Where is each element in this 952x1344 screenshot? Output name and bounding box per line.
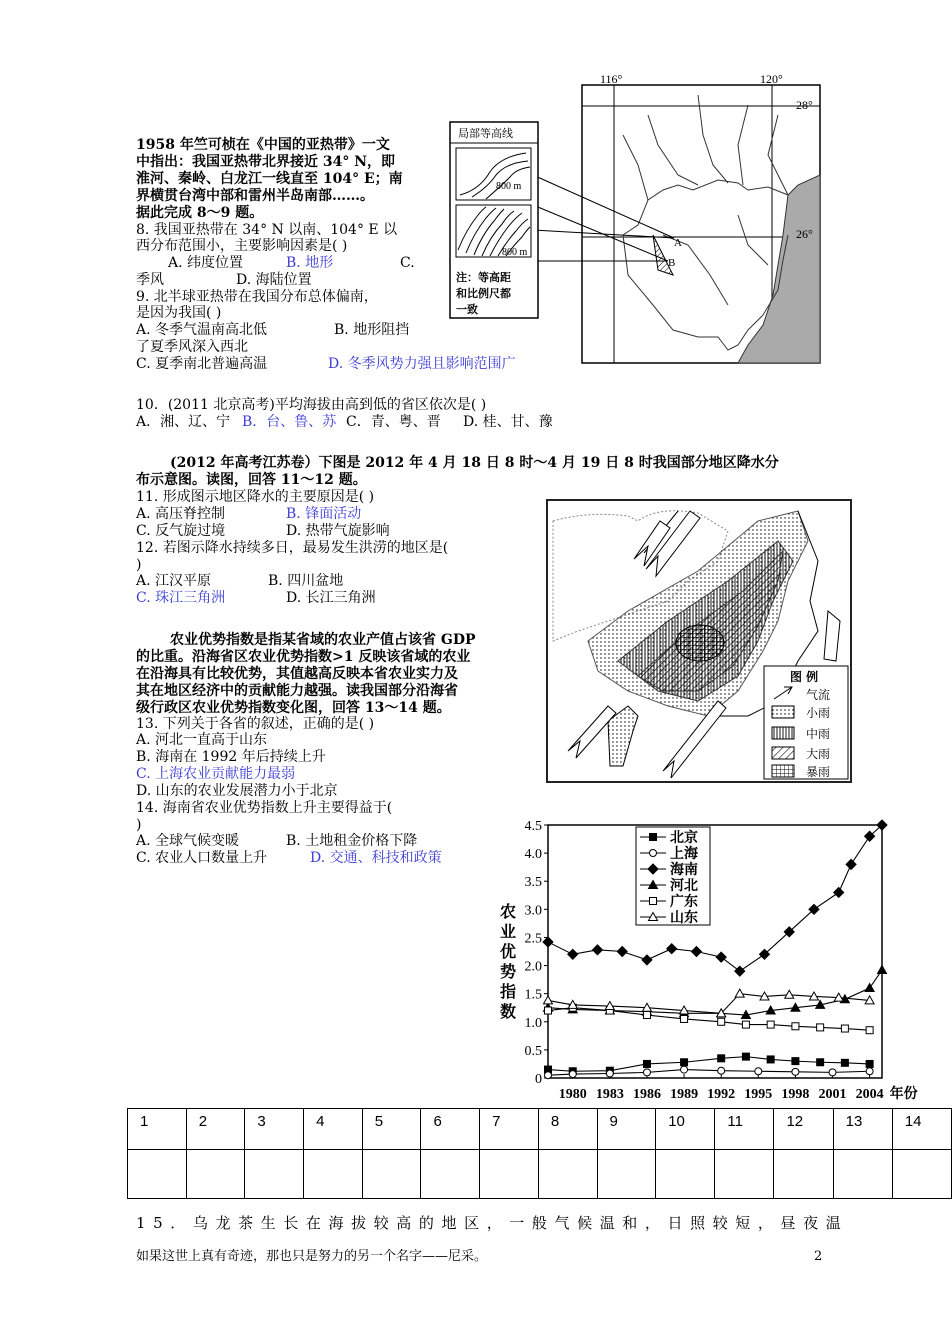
- intro3-line: 农业优势指数是指某省域的农业产值占该省 GDP: [170, 632, 476, 648]
- y-tick-label: 2.5: [524, 931, 542, 947]
- data-point-广东: [643, 1012, 650, 1019]
- q8-option-c: C.: [400, 255, 415, 271]
- map-precipitation-svg: [548, 501, 850, 781]
- intro1-line: 中指出：我国亚热带北界接近 34° N，即: [136, 154, 396, 170]
- data-point-广东: [718, 1018, 725, 1025]
- data-point-北京: [866, 1060, 873, 1067]
- answer-table-input-row: [128, 1150, 952, 1199]
- map-subtropics: [448, 72, 828, 375]
- answer-number: 14: [892, 1109, 951, 1150]
- intro1-line: 界横贯台湾中部和雷州半岛南部……。: [136, 188, 374, 204]
- data-point-海南: [691, 947, 701, 957]
- q12-option-a: A. 江汉平原: [136, 573, 212, 589]
- map2-legend-label: 暴雨: [806, 765, 831, 779]
- data-point-海南: [642, 955, 652, 965]
- y-tick-label: 2.0: [524, 959, 542, 975]
- intro3-line: 级行政区农业优势指数变化图，回答 13～14 题。: [136, 700, 451, 716]
- y-axis-label-char: 优: [499, 942, 517, 961]
- data-point-海南: [834, 887, 844, 897]
- q9-option-a: A. 冬季气温南高北低: [136, 322, 268, 338]
- data-point-北京: [742, 1053, 749, 1060]
- map1-lat-top: 28°: [796, 98, 813, 112]
- y-tick-label: 1.5: [524, 987, 542, 1003]
- q11-option-a: A. 高压脊控制: [136, 506, 226, 522]
- map1-contour-label-1: 800 m: [496, 181, 522, 192]
- intro3-line: 的比重。沿海省区农业优势指数>1 反映该省域的农业: [136, 649, 471, 665]
- q8-stem-1: 8. 我国亚热带在 34° N 以南、104° E 以: [136, 222, 398, 238]
- agri-index-chart: [490, 815, 918, 1110]
- y-tick-label: 4.5: [524, 819, 542, 834]
- q9-option-c: C. 夏季南北普遍高温: [136, 356, 268, 372]
- x-tick-label: 1986: [632, 1087, 661, 1102]
- intro1-line: 据此完成 8～9 题。: [136, 205, 264, 221]
- data-point-海南: [568, 949, 578, 959]
- intro1-line: 1958 年竺可桢在《中国的亚热带》一文: [136, 137, 390, 153]
- legend-label: 北京: [670, 830, 698, 846]
- legend-label: 海南: [670, 862, 698, 878]
- q11-option-c: C. 反气旋过境: [136, 523, 226, 539]
- y-tick-label: 1.0: [524, 1015, 542, 1031]
- map2-legend-label: 小雨: [806, 706, 831, 720]
- q10-option-c: C．青、粤、晋: [346, 414, 441, 430]
- y-axis-label-char: 业: [499, 922, 517, 941]
- map1-note-3: 一致: [456, 303, 478, 316]
- map2-legend-label: 气流: [806, 688, 831, 702]
- map2-legend-title: 图 例: [790, 670, 819, 684]
- map1-lat-mid: 26°: [796, 227, 813, 241]
- map2-legend-label: 大雨: [806, 747, 831, 761]
- answer-cell[interactable]: [362, 1150, 421, 1199]
- q12-stem: 12. 若图示降水持续多日，最易发生洪涝的地区是(: [136, 540, 449, 556]
- answer-cell[interactable]: [538, 1150, 597, 1199]
- legend-label: 广东: [670, 894, 698, 910]
- q14-stem: 14. 海南省农业优势指数上升主要得益于(: [136, 800, 393, 816]
- answer-number: 11: [715, 1109, 774, 1150]
- q9-stem-2: 是因为我国( ): [136, 305, 222, 321]
- legend-label: 上海: [670, 846, 698, 862]
- series-line-河北: [548, 970, 882, 1015]
- map1-inset-title: 局部等高线: [458, 127, 513, 140]
- data-point-海南: [846, 859, 856, 869]
- data-point-上海: [829, 1069, 836, 1076]
- q8-option-c-cont: 季风: [136, 272, 164, 288]
- data-point-广东: [767, 1021, 774, 1028]
- answer-cell[interactable]: [656, 1150, 715, 1199]
- q14-stem-cont: ): [136, 817, 142, 833]
- map1-lon-left: 116°: [600, 72, 623, 86]
- q10-stem: 10．(2011 北京高考)平均海拔由高到低的省区依次是( ): [136, 397, 487, 413]
- q9-option-b: B. 地形阻挡: [334, 322, 410, 338]
- q13-stem: 13. 下列关于各省的叙述，正确的是( ): [136, 716, 375, 732]
- data-point-山东: [785, 990, 794, 998]
- answer-number: 1: [128, 1109, 187, 1150]
- data-point-北京: [681, 1059, 688, 1066]
- x-tick-label: 1998: [781, 1087, 810, 1102]
- data-point-海南: [735, 966, 745, 976]
- data-point-上海: [643, 1069, 650, 1076]
- data-point-北京: [767, 1056, 774, 1063]
- legend-label: 山东: [670, 910, 698, 926]
- map1-note-1: 注：等高距: [456, 271, 511, 284]
- answer-cell[interactable]: [715, 1150, 774, 1199]
- data-point-北京: [841, 1059, 848, 1066]
- x-tick-label: 1992: [707, 1087, 736, 1102]
- answer-table: [127, 1108, 952, 1199]
- data-point-上海: [755, 1068, 762, 1075]
- q10-option-d: D. 桂、甘、豫: [463, 414, 553, 430]
- map1-contour-label-2: 800 m: [502, 247, 528, 258]
- q11-stem: 11. 形成图示地区降水的主要原因是( ): [136, 489, 375, 505]
- q13-option-a: A. 河北一直高于山东: [136, 732, 268, 748]
- map1-note-2: 和比例尺都: [456, 287, 511, 300]
- data-point-上海: [866, 1068, 873, 1075]
- page-number: 2: [814, 1249, 823, 1264]
- data-point-广东: [681, 1015, 688, 1022]
- q8-stem-2: 西分布范围小，主要影响因素是( ): [136, 238, 348, 254]
- answer-number: 3: [245, 1109, 304, 1150]
- data-point-广东: [792, 1023, 799, 1030]
- x-tick-label: 1983: [595, 1087, 624, 1102]
- data-point-广东: [866, 1027, 873, 1034]
- answer-cell[interactable]: [421, 1150, 480, 1199]
- q13-option-d: D. 山东的农业发展潜力小于北京: [136, 783, 338, 799]
- data-point-山东: [544, 996, 553, 1004]
- answer-number: 5: [362, 1109, 421, 1150]
- intro2-line: 布示意图。读图，回答 11～12 题。: [136, 472, 367, 488]
- answer-number: 6: [421, 1109, 480, 1150]
- q8-option-d: D. 海陆位置: [236, 272, 312, 288]
- q14-option-d: D. 交通、科技和政策: [310, 850, 442, 866]
- intro1-line: 淮河、秦岭、白龙江一线直至 104° E；南: [136, 171, 403, 187]
- answer-cell[interactable]: [186, 1150, 245, 1199]
- q15-stem: 15．乌龙茶生长在海拔较高的地区，一般气候温和，日照较短，昼夜温: [136, 1214, 849, 1232]
- data-point-海南: [716, 952, 726, 962]
- data-point-山东: [735, 989, 744, 997]
- answer-number: 2: [186, 1109, 245, 1150]
- map1-point-b: B: [668, 257, 676, 269]
- answer-table-header-row: [128, 1109, 952, 1150]
- q10-option-a: A．湘、辽、宁: [136, 414, 231, 430]
- x-tick-label: 2004: [855, 1087, 884, 1102]
- q8-option-b: B. 地形: [286, 255, 334, 271]
- q14-option-a: A. 全球气候变暖: [136, 833, 240, 849]
- answer-number: 8: [538, 1109, 597, 1150]
- data-point-北京: [643, 1060, 650, 1067]
- map2-legend-label: 中雨: [806, 727, 831, 741]
- data-point-上海: [792, 1068, 799, 1075]
- q14-option-b: B. 土地租金价格下降: [286, 833, 418, 849]
- y-axis-label-char: 数: [499, 1002, 517, 1021]
- map-precipitation: [546, 499, 852, 783]
- q14-option-c: C. 农业人口数量上升: [136, 850, 268, 866]
- data-point-北京: [817, 1059, 824, 1066]
- data-point-海南: [592, 945, 602, 955]
- answer-number: 12: [774, 1109, 833, 1150]
- data-point-上海: [606, 1070, 613, 1077]
- intro3-line: 在沿海具有比较优势，其值越高反映本省农业实力及: [136, 666, 458, 682]
- answer-cell[interactable]: [892, 1150, 951, 1199]
- map-subtropics-svg: [448, 72, 828, 375]
- y-tick-label: 4.0: [524, 847, 542, 863]
- map1-lon-right: 120°: [760, 72, 783, 86]
- map1-point-a: A: [674, 237, 682, 249]
- answer-cell[interactable]: [597, 1150, 656, 1199]
- footer-quote: 如果这世上真有奇迹，那也只是努力的另一个名字——尼采。: [136, 1249, 488, 1264]
- answer-cell[interactable]: [480, 1150, 539, 1199]
- q9-stem-1: 9. 北半球亚热带在我国分布总体偏南，: [136, 289, 378, 305]
- data-point-海南: [667, 944, 677, 954]
- legend-marker-北京: [650, 834, 657, 841]
- data-point-北京: [792, 1058, 799, 1065]
- answer-number: 7: [480, 1109, 539, 1150]
- q12-option-c: C. 珠江三角洲: [136, 590, 226, 606]
- q9-option-b-cont: 了夏季风深入西北: [136, 339, 248, 355]
- data-point-广东: [817, 1024, 824, 1031]
- q12-option-b: B. 四川盆地: [268, 573, 344, 589]
- intro3-line: 其在地区经济中的贡献能力越强。读我国部分沿海省: [136, 683, 458, 699]
- q11-option-b: B. 锋面活动: [286, 506, 362, 522]
- x-axis-label: 年份: [889, 1086, 918, 1102]
- x-tick-label: 1989: [670, 1087, 699, 1102]
- data-point-广东: [545, 1007, 552, 1014]
- data-point-广东: [841, 1025, 848, 1032]
- q12-stem-cont: ): [136, 557, 142, 573]
- answer-cell[interactable]: [304, 1150, 363, 1199]
- q10-option-b: B．台、鲁、苏: [242, 414, 337, 430]
- answer-cell[interactable]: [128, 1150, 187, 1199]
- data-point-上海: [569, 1071, 576, 1078]
- intro2-line: (2012 年高考江苏卷）下图是 2012 年 4 月 18 日 8 时～4 月 19 日 8 时我国部分地区降水分: [170, 455, 779, 471]
- q12-option-d: D. 长江三角洲: [286, 590, 376, 606]
- legend-label: 河北: [670, 878, 698, 894]
- answer-cell[interactable]: [774, 1150, 833, 1199]
- data-point-广东: [742, 1021, 749, 1028]
- x-tick-label: 1980: [558, 1087, 587, 1102]
- y-axis-label-char: 指: [499, 982, 517, 1001]
- y-tick-label: 3.5: [524, 875, 542, 891]
- answer-cell[interactable]: [245, 1150, 304, 1199]
- y-axis-label-char: 农: [499, 902, 517, 921]
- data-point-河北: [865, 984, 874, 992]
- data-point-上海: [545, 1072, 552, 1079]
- q13-option-c: C. 上海农业贡献能力最弱: [136, 766, 296, 782]
- data-point-上海: [718, 1067, 725, 1074]
- data-point-北京: [718, 1055, 725, 1062]
- q9-option-d: D. 冬季风势力强且影响范围广: [328, 356, 516, 372]
- x-tick-label: 2001: [818, 1087, 847, 1102]
- q11-option-d: D. 热带气旋影响: [286, 523, 390, 539]
- answer-cell[interactable]: [833, 1150, 892, 1199]
- q13-option-b: B. 海南在 1992 年后持续上升: [136, 749, 326, 765]
- answer-number: 13: [833, 1109, 892, 1150]
- x-tick-label: 1995: [744, 1087, 773, 1102]
- y-axis-label-char: 势: [499, 962, 517, 981]
- legend-marker-上海: [650, 850, 657, 857]
- answer-number: 9: [597, 1109, 656, 1150]
- data-point-海南: [617, 947, 627, 957]
- q8-option-a: A. 纬度位置: [168, 255, 244, 271]
- agri-index-chart-svg: [490, 815, 918, 1110]
- y-tick-label: 0: [535, 1072, 542, 1087]
- answer-number: 10: [656, 1109, 715, 1150]
- data-point-上海: [681, 1066, 688, 1073]
- data-point-海南: [543, 937, 553, 947]
- data-point-河北: [878, 966, 887, 974]
- answer-number: 4: [304, 1109, 363, 1150]
- y-tick-label: 3.0: [524, 903, 542, 919]
- legend-marker-广东: [650, 898, 657, 905]
- y-tick-label: 0.5: [524, 1043, 542, 1059]
